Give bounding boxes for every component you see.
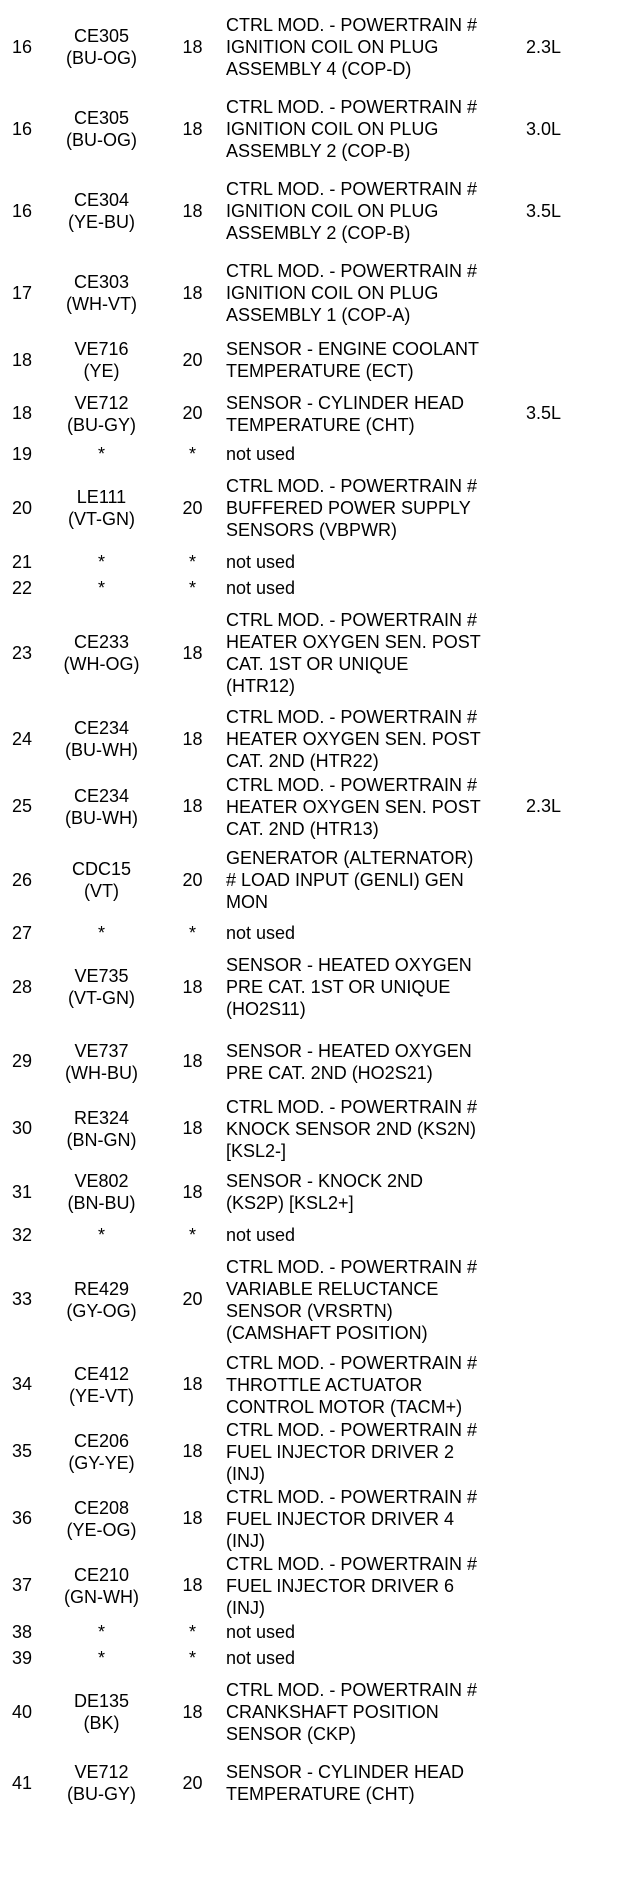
circuit-cell bbox=[44, 1497, 159, 1541]
circuit-function: SENSOR - HEATED OXYGEN PRE CAT. 1ST OR UNIQUE (HO2S11) bbox=[226, 955, 472, 1019]
circuit-function: not used bbox=[226, 552, 296, 572]
circuit-function: not used bbox=[226, 1225, 296, 1245]
wire-gauge: * bbox=[188, 577, 196, 598]
wire-color: (GN-WH) bbox=[64, 1586, 139, 1607]
circuit-cell bbox=[44, 551, 159, 573]
circuit-cell bbox=[44, 1761, 159, 1805]
wire-color: (GY-YE) bbox=[68, 1452, 135, 1473]
wire-color: (YE) bbox=[83, 361, 120, 381]
wire-gauge: * bbox=[188, 1621, 196, 1642]
pin-number: 32 bbox=[11, 1224, 33, 1245]
circuit-function: CTRL MOD. - POWERTRAIN # THROTTLE ACTUATOR CONTROL MOTOR (TACM+) bbox=[226, 1352, 478, 1417]
circuit-cell bbox=[44, 107, 159, 151]
circuit-id: CE303 bbox=[73, 272, 130, 292]
circuit-id: * bbox=[97, 552, 105, 572]
pin-number: 20 bbox=[11, 497, 33, 518]
wire-color: (GY-OG) bbox=[66, 1300, 137, 1321]
table-row bbox=[0, 334, 640, 386]
pin-number: 19 bbox=[11, 443, 33, 464]
circuit-cell bbox=[44, 965, 159, 1009]
circuit-function: CTRL MOD. - POWERTRAIN # IGNITION COIL ON PLUG ASSEMBLY 1 (COP-A) bbox=[226, 261, 478, 325]
circuit-cell bbox=[44, 1040, 159, 1084]
table-row bbox=[0, 6, 640, 88]
circuit-cell bbox=[44, 443, 159, 465]
wire-gauge: 20 bbox=[182, 497, 203, 518]
wire-color: (BK) bbox=[83, 1713, 120, 1733]
circuit-function: CTRL MOD. - POWERTRAIN # FUEL INJECTOR DRIVER 2 (INJ) bbox=[226, 1419, 478, 1484]
circuit-cell bbox=[44, 1690, 159, 1734]
pin-number: 21 bbox=[11, 551, 33, 572]
table-row bbox=[0, 1028, 640, 1095]
pin-number: 34 bbox=[11, 1374, 33, 1394]
wire-gauge: 18 bbox=[182, 1575, 203, 1595]
pin-number: 25 bbox=[11, 796, 33, 816]
wire-gauge: 18 bbox=[182, 200, 203, 221]
wire-color: (VT) bbox=[84, 881, 119, 901]
table-row bbox=[0, 1753, 640, 1813]
circuit-function: not used bbox=[226, 444, 296, 464]
circuit-cell bbox=[44, 1621, 159, 1643]
circuit-id: CE304 bbox=[73, 190, 130, 210]
circuit-id: CE412 bbox=[73, 1363, 130, 1384]
circuit-cell bbox=[44, 1170, 159, 1214]
circuit-id: * bbox=[97, 578, 105, 598]
table-row bbox=[0, 441, 640, 467]
wire-gauge: 18 bbox=[182, 728, 203, 749]
circuit-cell bbox=[44, 1647, 159, 1669]
circuit-id: VE735 bbox=[74, 966, 129, 986]
table-row bbox=[0, 946, 640, 1028]
circuit-cell bbox=[44, 631, 159, 675]
circuit-function: SENSOR - ENGINE COOLANT TEMPERATURE (ECT) bbox=[226, 339, 480, 381]
wire-color: (BU-GY) bbox=[67, 1784, 136, 1804]
wire-gauge: * bbox=[188, 1647, 196, 1668]
wire-gauge: * bbox=[188, 443, 196, 464]
circuit-function: not used bbox=[226, 923, 296, 943]
engine-note: 2.3L bbox=[526, 36, 562, 57]
circuit-id: VE712 bbox=[74, 392, 129, 413]
table-row bbox=[0, 1552, 640, 1619]
table-row bbox=[0, 170, 640, 252]
circuit-function: SENSOR - CYLINDER HEAD TEMPERATURE (CHT) bbox=[226, 392, 465, 435]
table-row bbox=[0, 88, 640, 170]
wire-gauge: 20 bbox=[182, 869, 203, 890]
wire-color: (BN-BU) bbox=[67, 1193, 136, 1213]
circuit-id: * bbox=[97, 923, 105, 943]
pin-number: 36 bbox=[11, 1508, 33, 1528]
table-row bbox=[0, 467, 640, 549]
pin-number: 23 bbox=[11, 642, 33, 663]
wire-color: (VT-GN) bbox=[68, 509, 135, 529]
circuit-cell bbox=[44, 577, 159, 599]
circuit-function: not used bbox=[226, 1648, 296, 1668]
wire-color: (BU-WH) bbox=[65, 740, 138, 760]
circuit-id: VE712 bbox=[74, 1762, 129, 1782]
pin-number: 26 bbox=[11, 869, 33, 890]
circuit-cell bbox=[44, 1107, 159, 1151]
table-row bbox=[0, 1162, 640, 1222]
table-row bbox=[0, 252, 640, 334]
table-row bbox=[0, 705, 640, 773]
pin-number: 24 bbox=[11, 728, 33, 749]
wire-gauge: 20 bbox=[182, 349, 203, 370]
circuit-function: not used bbox=[226, 1622, 296, 1642]
wire-color: (BU-OG) bbox=[66, 48, 137, 68]
engine-note: 3.5L bbox=[526, 200, 562, 221]
circuit-cell bbox=[44, 858, 159, 902]
wire-color: (WH-OG) bbox=[63, 654, 140, 674]
circuit-cell bbox=[44, 922, 159, 944]
pin-number: 30 bbox=[11, 1118, 33, 1138]
circuit-function: CTRL MOD. - POWERTRAIN # IGNITION COIL ON PLUG ASSEMBLY 2 (COP-B) bbox=[226, 179, 478, 243]
pin-number: 16 bbox=[11, 118, 33, 139]
table-row bbox=[0, 920, 640, 946]
circuit-function: SENSOR - KNOCK 2ND (KS2P) [KSL2+] bbox=[226, 1171, 424, 1213]
wire-gauge: 18 bbox=[182, 1181, 203, 1202]
pin-number: 35 bbox=[11, 1441, 33, 1461]
pin-number: 18 bbox=[11, 349, 33, 370]
circuit-cell bbox=[44, 717, 159, 761]
circuit-id: CE233 bbox=[73, 632, 130, 652]
table-row bbox=[0, 1645, 640, 1671]
pin-number: 31 bbox=[11, 1181, 33, 1202]
wire-gauge: 18 bbox=[182, 1118, 203, 1138]
circuit-cell bbox=[44, 338, 159, 382]
circuit-function: CTRL MOD. - POWERTRAIN # IGNITION COIL ON PLUG ASSEMBLY 2 (COP-B) bbox=[226, 97, 478, 161]
circuit-function: CTRL MOD. - POWERTRAIN # VARIABLE RELUCTANCE SENSOR (VRSRTN) (CAMSHAFT POSITION) bbox=[226, 1256, 478, 1343]
wire-gauge: 18 bbox=[182, 36, 203, 57]
pin-number: 28 bbox=[11, 976, 33, 997]
circuit-cell bbox=[44, 392, 159, 436]
circuit-id: DE135 bbox=[73, 1691, 130, 1711]
pin-number: 38 bbox=[11, 1621, 33, 1642]
engine-note: 3.5L bbox=[526, 403, 562, 423]
circuit-id: VE716 bbox=[74, 339, 129, 359]
wire-color: (BU-OG) bbox=[66, 130, 137, 150]
wire-gauge: 20 bbox=[182, 1289, 203, 1309]
circuit-function: GENERATOR (ALTERNATOR) # LOAD INPUT (GENLI) GEN MON bbox=[226, 848, 474, 912]
table-row bbox=[0, 1671, 640, 1753]
wire-color: (WH-VT) bbox=[66, 294, 137, 314]
wire-color: (VT-GN) bbox=[68, 988, 135, 1008]
circuit-id: VE802 bbox=[74, 1171, 129, 1191]
circuit-function: SENSOR - CYLINDER HEAD TEMPERATURE (CHT) bbox=[226, 1762, 465, 1804]
pin-number: 40 bbox=[11, 1701, 33, 1722]
circuit-id: * bbox=[97, 444, 105, 464]
circuit-id: RE429 bbox=[73, 1278, 130, 1299]
wire-gauge: 18 bbox=[182, 282, 203, 303]
wire-color: (BU-GY) bbox=[67, 414, 136, 435]
wire-gauge: 18 bbox=[182, 1701, 203, 1722]
circuit-cell bbox=[44, 1278, 159, 1322]
circuit-function: CTRL MOD. - POWERTRAIN # FUEL INJECTOR DRIVER 6 (INJ) bbox=[226, 1553, 478, 1618]
circuit-id: LE111 bbox=[76, 487, 127, 507]
wire-color: (BU-WH) bbox=[65, 807, 138, 828]
table-row bbox=[0, 840, 640, 920]
table-row bbox=[0, 1485, 640, 1552]
wire-color: (BN-GN) bbox=[66, 1129, 137, 1150]
circuit-function: CTRL MOD. - POWERTRAIN # HEATER OXYGEN SEN. POST CAT. 2ND (HTR22) bbox=[226, 707, 481, 771]
circuit-cell bbox=[44, 486, 159, 530]
circuit-function: CTRL MOD. - POWERTRAIN # HEATER OXYGEN SEN. POST CAT. 1ST OR UNIQUE (HTR12) bbox=[226, 610, 481, 696]
wire-color: (YE-BU) bbox=[68, 212, 135, 232]
table-row bbox=[0, 575, 640, 601]
wire-gauge: 18 bbox=[182, 642, 203, 663]
pin-number: 22 bbox=[11, 577, 33, 598]
circuit-function: not used bbox=[226, 578, 296, 598]
circuit-id: RE324 bbox=[73, 1107, 130, 1128]
pin-number: 17 bbox=[11, 282, 33, 303]
pin-number: 39 bbox=[11, 1647, 33, 1668]
table-row bbox=[0, 1351, 640, 1418]
wire-gauge: 20 bbox=[182, 1772, 203, 1793]
pin-number: 33 bbox=[11, 1289, 33, 1309]
pin-number: 18 bbox=[11, 403, 33, 423]
connector-pinout-table bbox=[0, 6, 640, 1813]
circuit-id: CE210 bbox=[73, 1564, 130, 1585]
wire-color: (WH-BU) bbox=[65, 1062, 138, 1083]
wire-gauge: 18 bbox=[182, 1051, 203, 1071]
circuit-cell bbox=[44, 1363, 159, 1407]
circuit-cell bbox=[44, 25, 159, 69]
wire-gauge: * bbox=[188, 922, 196, 943]
circuit-function: CTRL MOD. - POWERTRAIN # CRANKSHAFT POSITION SENSOR (CKP) bbox=[226, 1680, 478, 1744]
wire-color: (YE-OG) bbox=[66, 1519, 137, 1540]
wire-gauge: 18 bbox=[182, 118, 203, 139]
circuit-id: CE208 bbox=[73, 1497, 130, 1518]
circuit-cell bbox=[44, 271, 159, 315]
table-row bbox=[0, 1619, 640, 1645]
wire-gauge: 18 bbox=[182, 1441, 203, 1461]
wire-gauge: 18 bbox=[182, 1508, 203, 1528]
pin-number: 27 bbox=[11, 922, 33, 943]
table-row bbox=[0, 549, 640, 575]
circuit-cell bbox=[44, 1430, 159, 1474]
circuit-id: CE234 bbox=[73, 718, 130, 738]
circuit-function: CTRL MOD. - POWERTRAIN # IGNITION COIL ON PLUG ASSEMBLY 4 (COP-D) bbox=[226, 15, 478, 79]
wire-gauge: 18 bbox=[182, 976, 203, 997]
circuit-function: CTRL MOD. - POWERTRAIN # KNOCK SENSOR 2ND (KS2N) [KSL2-] bbox=[226, 1096, 478, 1161]
circuit-cell bbox=[44, 1224, 159, 1246]
pin-number: 29 bbox=[11, 1051, 33, 1071]
wire-gauge: * bbox=[188, 551, 196, 572]
circuit-id: * bbox=[97, 1622, 105, 1642]
table-row bbox=[0, 773, 640, 840]
circuit-id: VE737 bbox=[74, 1040, 129, 1061]
pin-number: 41 bbox=[11, 1772, 33, 1793]
table-row bbox=[0, 1248, 640, 1351]
circuit-id: CE206 bbox=[73, 1430, 130, 1451]
wire-gauge: 18 bbox=[182, 796, 203, 816]
circuit-cell bbox=[44, 785, 159, 829]
circuit-cell bbox=[44, 189, 159, 233]
wire-color: (YE-VT) bbox=[69, 1385, 134, 1406]
circuit-function: CTRL MOD. - POWERTRAIN # HEATER OXYGEN SEN. POST CAT. 2ND (HTR13) bbox=[226, 774, 481, 839]
wire-gauge: * bbox=[188, 1224, 196, 1245]
table-row bbox=[0, 1418, 640, 1485]
circuit-id: * bbox=[97, 1225, 105, 1245]
circuit-id: * bbox=[97, 1648, 105, 1668]
table-row bbox=[0, 1222, 640, 1248]
circuit-cell bbox=[44, 1564, 159, 1608]
wire-gauge: 20 bbox=[182, 403, 203, 423]
circuit-function: CTRL MOD. - POWERTRAIN # BUFFERED POWER SUPPLY SENSORS (VBPWR) bbox=[226, 476, 478, 540]
circuit-function: CTRL MOD. - POWERTRAIN # FUEL INJECTOR DRIVER 4 (INJ) bbox=[226, 1486, 478, 1551]
pin-number: 16 bbox=[11, 200, 33, 221]
circuit-id: CDC15 bbox=[71, 859, 132, 879]
engine-note: 3.0L bbox=[526, 118, 562, 139]
table-row bbox=[0, 601, 640, 705]
wire-gauge: 18 bbox=[182, 1374, 203, 1394]
circuit-id: CE305 bbox=[73, 26, 130, 46]
pin-number: 16 bbox=[11, 36, 33, 57]
circuit-id: CE305 bbox=[73, 108, 130, 128]
table-row bbox=[0, 1095, 640, 1162]
table-row bbox=[0, 386, 640, 441]
circuit-id: CE234 bbox=[73, 785, 130, 806]
pin-number: 37 bbox=[11, 1575, 33, 1595]
circuit-function: SENSOR - HEATED OXYGEN PRE CAT. 2ND (HO2S21) bbox=[226, 1040, 472, 1083]
engine-note: 2.3L bbox=[526, 796, 562, 816]
